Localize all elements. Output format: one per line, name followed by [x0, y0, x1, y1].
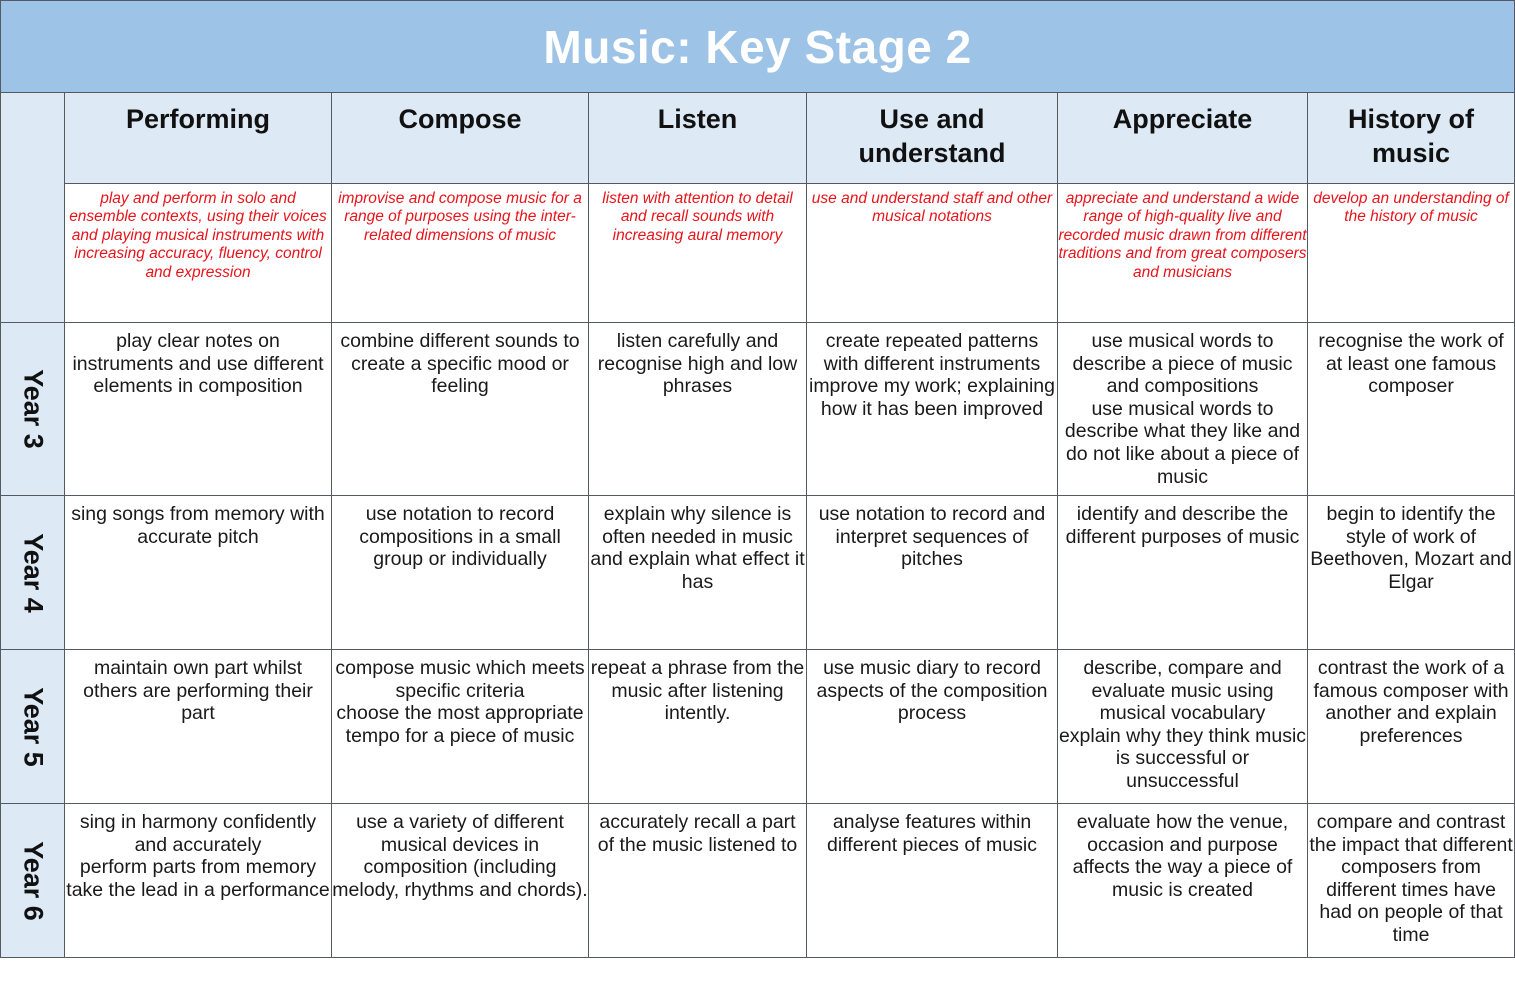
column-heading-listen: Listen — [589, 93, 807, 184]
aim-history-of-music: develop an understanding of the history of music — [1308, 184, 1515, 323]
objective-cell — [332, 804, 589, 958]
objective-cell — [65, 804, 332, 958]
table-row-year-4 — [1, 496, 1515, 650]
aim-compose: improvise and compose music for a range of purposes using the inter-related dimensions of music — [332, 184, 589, 323]
year-label: Year 5 — [18, 686, 48, 767]
objective-cell — [332, 323, 589, 496]
objective-text: take the lead in a performance — [66, 878, 330, 901]
objective-cell — [1058, 804, 1308, 958]
objective-text: analyse features within different pieces of music — [827, 811, 1037, 856]
table-row-year-6 — [1, 804, 1515, 958]
objective-text: compose music which meets specific criteria — [335, 657, 585, 702]
year-label-cell — [1, 804, 65, 958]
objective-cell — [589, 323, 807, 496]
objective-cell — [1308, 496, 1515, 650]
column-heading-appreciate: Appreciate — [1058, 93, 1308, 184]
objective-text: maintain own part whilst others are performing their part — [83, 657, 313, 725]
objective-cell — [589, 650, 807, 804]
objective-text: evaluate how the venue, occasion and purpose affects the way a piece of music is created — [1072, 811, 1293, 901]
aim-appreciate: appreciate and understand a wide range of high-quality live and recorded music drawn from different traditions and from great composers and musicians — [1058, 184, 1308, 323]
objective-cell — [65, 496, 332, 650]
objective-text: combine different sounds to create a specific mood or feeling — [340, 330, 580, 398]
objective-text: use musical words to describe a piece of music and compositions — [1072, 330, 1293, 398]
objective-text: use notation to record compositions in a small group or individually — [359, 503, 561, 571]
objective-cell — [65, 650, 332, 804]
objective-cell — [1058, 496, 1308, 650]
column-heading-use-and-understand: Use and understand — [807, 93, 1058, 184]
objective-text: use notation to record and interpret sequences of pitches — [818, 503, 1046, 571]
objective-text: contrast the work of a famous composer with another and explain preferences — [1313, 657, 1509, 747]
objective-text: repeat a phrase from the music after listening intently. — [590, 657, 805, 725]
objective-text: create repeated patterns with different instruments — [823, 330, 1041, 375]
objective-text: perform parts from memory — [79, 856, 317, 879]
objective-text: compare and contrast the impact that different composers from different times have had on people of that time — [1309, 811, 1513, 946]
corner-cell — [1, 93, 65, 323]
objective-text: explain why they think music is successful or unsuccessful — [1058, 724, 1307, 792]
objective-text: use music diary to record aspects of the composition process — [816, 657, 1048, 725]
table-row-year-3 — [1, 323, 1515, 496]
year-label-cell — [1, 496, 65, 650]
objective-cell — [807, 323, 1058, 496]
objective-text: describe, compare and evaluate music using musical vocabulary — [1083, 657, 1282, 725]
objective-cell — [807, 496, 1058, 650]
column-heading-compose: Compose — [332, 93, 589, 184]
column-heading-history-of-music: History of music — [1308, 93, 1515, 184]
objective-cell — [332, 650, 589, 804]
objective-cell — [332, 496, 589, 650]
objective-text: use a variety of different musical devices in composition (including melody, rhythms and chords). — [332, 811, 588, 901]
objective-cell — [1308, 650, 1515, 804]
year-label: Year 4 — [18, 532, 48, 613]
objective-cell — [807, 804, 1058, 958]
objective-text: listen carefully and recognise high and low phrases — [597, 330, 798, 398]
year-label-cell — [1, 650, 65, 804]
objective-cell — [1058, 323, 1308, 496]
objective-text: recognise the work of at least one famous composer — [1318, 330, 1504, 398]
objective-text: accurately recall a part of the music listened to — [597, 811, 798, 856]
year-label-cell — [1, 323, 65, 496]
year-label: Year 6 — [18, 840, 48, 921]
objective-cell — [589, 804, 807, 958]
objective-text: explain why silence is often needed in music and explain what effect it has — [590, 503, 805, 593]
objective-text: identify and describe the different purposes of music — [1065, 503, 1300, 548]
objective-cell — [1308, 804, 1515, 958]
aim-performing: play and perform in solo and ensemble contexts, using their voices and playing musical instruments with increasing accuracy, fluency, control and expression — [65, 184, 332, 323]
page-title: Music: Key Stage 2 — [1, 1, 1515, 93]
objective-cell — [1308, 323, 1515, 496]
objective-text: play clear notes on instruments and use different elements in composition — [72, 330, 324, 398]
objective-cell — [807, 650, 1058, 804]
objective-text: use musical words to describe what they like and do not like about a piece of music — [1064, 397, 1301, 488]
objective-text: sing songs from memory with accurate pitch — [71, 503, 325, 548]
table-row-year-5 — [1, 650, 1515, 804]
objective-text: sing in harmony confidently and accurately — [79, 811, 317, 856]
objective-text: choose the most appropriate tempo for a piece of music — [336, 702, 584, 747]
objective-cell — [65, 323, 332, 496]
aim-listen: listen with attention to detail and recall sounds with increasing aural memory — [589, 184, 807, 323]
objective-text: begin to identify the style of work of Beethoven, Mozart and Elgar — [1310, 503, 1512, 593]
aim-use-and-understand: use and understand staff and other musical notations — [807, 184, 1058, 323]
year-label: Year 3 — [18, 369, 48, 449]
objective-text: improve my work; explaining how it has been improved — [808, 375, 1055, 420]
column-heading-performing: Performing — [65, 93, 332, 184]
objective-cell — [1058, 650, 1308, 804]
objective-cell — [589, 496, 807, 650]
